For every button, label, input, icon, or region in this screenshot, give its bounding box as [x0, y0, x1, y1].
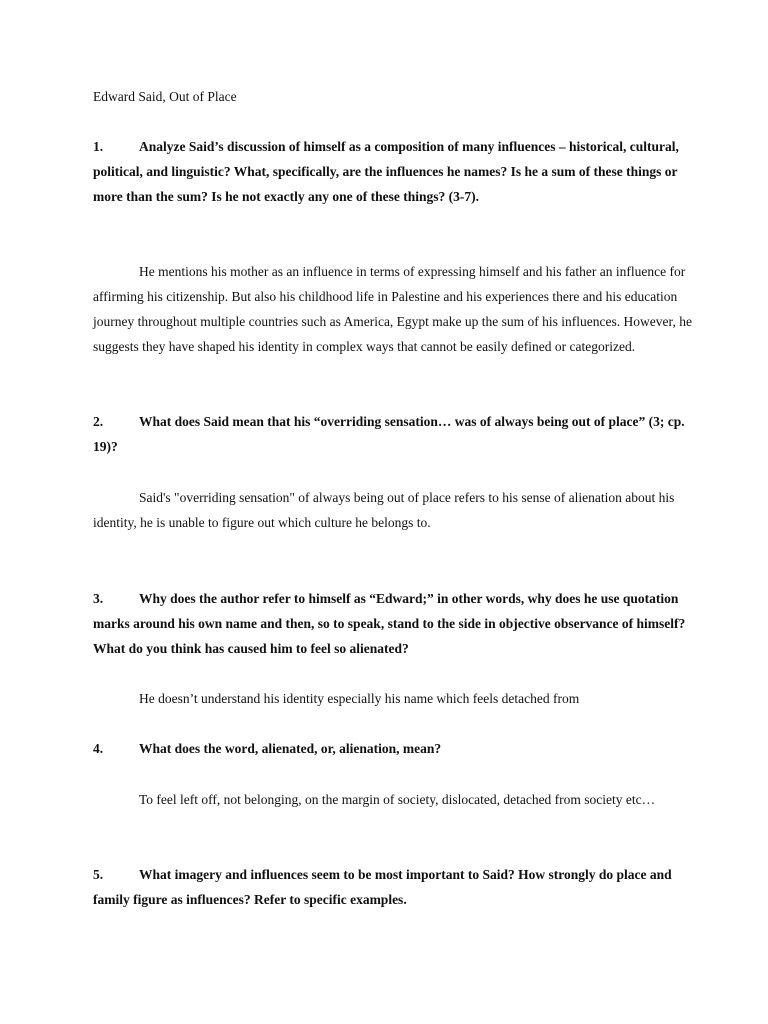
question-5-number: 5.: [93, 867, 104, 882]
question-3: [93, 586, 693, 661]
answer-2: Said's "overriding sensation" of always being out of place refers to his sense of alienation about his identity, he is unable to figure out which culture he belongs to.: [93, 490, 675, 531]
question-5-text: What imagery and influences seem to be most important to Said? How strongly do place and family figure as influences? Refer to specific examples.: [93, 867, 672, 908]
question-4: [93, 736, 693, 761]
question-2-number: 2.: [93, 414, 104, 429]
question-2-text: What does Said mean that his “overriding sensation… was of always being out of place” (3; cp. 19)?: [93, 414, 685, 455]
question-2: [93, 409, 693, 459]
question-4-text: What does the word, alienated, or, alienation, mean?: [139, 741, 442, 756]
question-3-text: Why does the author refer to himself as “Edward;” in other words, why does he use quotation marks around his own name and then, so to speak, stand to the side in objective observance of himself? What do you think has caused him to feel so alienated?: [93, 591, 686, 657]
question-1-text: Analyze Said’s discussion of himself as a composition of many influences – historical, cultural, political, and linguistic? What, specifically, are the influences he names? Is he a sum of these things or more than the sum? Is he not exactly any one of these things? (3-7).: [93, 139, 679, 205]
answer-4: To feel left off, not belonging, on the margin of society, dislocated, detached from society etc…: [139, 792, 656, 807]
answer-3: He doesn’t understand his identity especially his name which feels detached from: [139, 691, 580, 706]
answer-1: He mentions his mother as an influence in terms of expressing himself and his father an influence for affirming his citizenship. But also his childhood life in Palestine and his experiences there and his education journey throughout multiple countries such as America, Egypt make up the sum of his influences. However, he suggests they have shaped his identity in complex ways that cannot be easily defined or categorized.: [93, 264, 692, 355]
question-5: [93, 862, 693, 912]
question-1: [93, 134, 693, 209]
question-3-number: 3.: [93, 591, 104, 606]
document-title: Edward Said, Out of Place: [93, 89, 237, 104]
question-4-number: 4.: [93, 741, 104, 756]
question-1-number: 1.: [93, 139, 104, 154]
